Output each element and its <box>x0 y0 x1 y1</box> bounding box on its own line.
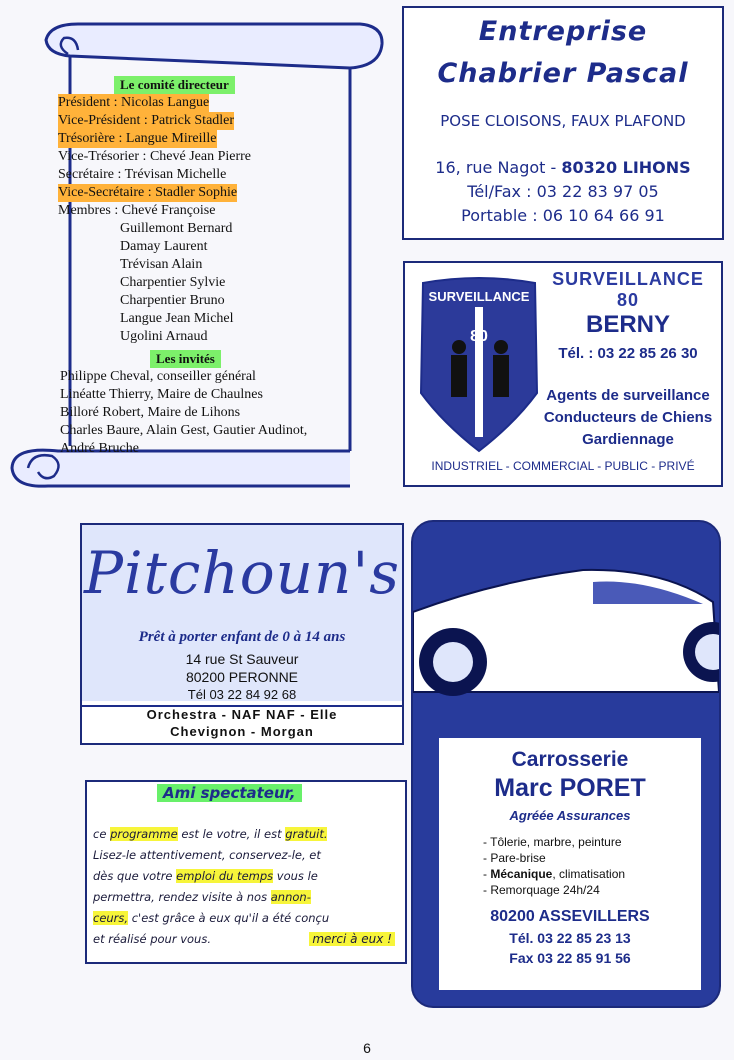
poret-services <box>483 834 625 898</box>
guest-line: André Bruche <box>60 441 139 456</box>
member-item: Damay Laurent <box>120 239 208 254</box>
poret-city: 80200 ASSEVILLERS <box>490 908 650 925</box>
service-item: - Remorquage 24h/24 <box>483 883 600 897</box>
guests-heading: Les invités <box>150 350 221 368</box>
ami-title: Ami spectateur, <box>157 784 302 802</box>
address-city: 80320 LIHONS <box>561 158 691 177</box>
member-item: Charpentier Sylvie <box>120 275 226 290</box>
vice-secretary-line: Vice-Secrétaire : Stadler Sophie <box>58 185 238 200</box>
treasurer-line: Trésorière : Langue Mireille <box>58 131 217 146</box>
ami-line: et réalisé pour vous. <box>93 932 211 946</box>
poret-fax: Fax 03 22 85 91 56 <box>509 950 631 966</box>
poret-subtitle: Agréée Assurances <box>509 808 631 823</box>
ami-line: Lisez-le attentivement, conservez-le, et <box>93 848 321 862</box>
guest-line: Philippe Cheval, conseiller général <box>60 369 256 384</box>
service-item: - Pare-brise <box>483 851 546 865</box>
text-run: vous le <box>273 869 318 883</box>
highlight-run: programme <box>110 827 178 841</box>
chabrier-address <box>404 158 722 177</box>
surveillance-sectors: INDUSTRIEL - COMMERCIAL - PUBLIC - PRIVÉ <box>431 459 695 473</box>
poret-ad <box>411 520 721 1008</box>
service-item <box>483 866 625 882</box>
member-item: Guillemont Bernard <box>120 221 233 236</box>
guest-line: Linéatte Thierry, Maire de Chaulnes <box>60 387 263 402</box>
surveillance-title: SURVEILLANCE 80 <box>552 269 704 310</box>
text-run: c'est grâce à eux qu'il a été conçu <box>128 911 330 925</box>
ami-spectateur-box <box>85 780 407 964</box>
member-item: Charpentier Bruno <box>120 293 225 308</box>
poret-title-1: Carrosserie <box>511 748 629 771</box>
chabrier-title-1: Entreprise <box>478 16 648 47</box>
surveillance-line-1: Agents de surveillance <box>546 387 710 404</box>
surveillance-ad <box>403 261 723 487</box>
pitchouns-city: 80200 PERONNE <box>185 669 299 685</box>
guest-line: Billoré Robert, Maire de Lihons <box>60 405 241 420</box>
member-item: Langue Jean Michel <box>120 311 234 326</box>
badge-text: SURVEILLANCE <box>428 289 530 304</box>
service-dash: - <box>483 867 491 881</box>
pitchouns-brands-1: Orchestra - NAF NAF - Elle <box>146 707 338 722</box>
highlight-run: annon- <box>270 890 311 904</box>
committee-heading: Le comité directeur <box>114 76 235 94</box>
chabrier-mobile: Portable : 06 10 64 66 91 <box>461 206 665 225</box>
vice-president-line: Vice-Président : Patrick Stadler <box>58 113 235 128</box>
car-illustration-icon <box>413 542 719 712</box>
poret-title-2: Marc PORET <box>494 774 646 802</box>
ami-line <box>93 824 399 845</box>
ami-line <box>93 887 399 908</box>
pitchouns-tagline: Prêt à porter enfant de 0 à 14 ans <box>138 629 346 645</box>
surveillance-line-3: Gardiennage <box>582 431 674 448</box>
text-run: ce <box>93 827 111 841</box>
pitchouns-street: 14 rue St Sauveur <box>185 651 299 667</box>
secretary-line: Secrétaire : Trévisan Michelle <box>58 167 227 182</box>
chabrier-service: POSE CLOISONS, FAUX PLAFOND <box>440 112 686 130</box>
ami-thanks: merci à eux ! <box>309 932 395 946</box>
pitchouns-logo: Pitchoun's <box>83 539 401 607</box>
poret-phone: Tél. 03 22 85 23 13 <box>509 930 631 946</box>
committee-scroll <box>8 16 388 494</box>
vice-treasurer-line: Vice-Trésorier : Chevé Jean Pierre <box>58 149 252 164</box>
guest-line: Charles Baure, Alain Gest, Gautier Audinot, <box>60 423 308 438</box>
text-run: dès que votre <box>93 869 177 883</box>
chabrier-ad <box>402 6 724 240</box>
service-item: - Tôlerie, marbre, peinture <box>483 835 622 849</box>
pitchouns-phone: Tél 03 22 84 92 68 <box>187 687 297 702</box>
president-line: Président : Nicolas Langue <box>58 95 210 110</box>
surveillance-phone: Tél. : 03 22 85 26 30 <box>558 345 698 362</box>
surveillance-city: BERNY <box>585 311 670 338</box>
members-line: Membres : Chevé Françoise <box>58 203 216 218</box>
text-run: est le votre, il est <box>177 827 286 841</box>
badge-number: 80 <box>470 328 488 345</box>
service-rest: , climatisation <box>552 867 626 881</box>
highlight-run: emploi du temps <box>176 869 274 883</box>
pitchouns-ad <box>80 523 404 745</box>
member-item: Trévisan Alain <box>120 257 203 272</box>
address-street: 16, rue Nagot - <box>435 158 562 177</box>
text-run: permettra, rendez visite à nos <box>93 890 271 904</box>
chabrier-title-2: Chabrier Pascal <box>437 58 689 89</box>
surveillance-badge-icon <box>415 273 543 453</box>
ami-line <box>93 866 399 887</box>
service-bold: Mécanique <box>490 867 553 881</box>
ami-line <box>93 908 399 929</box>
member-item: Ugolini Arnaud <box>120 329 208 344</box>
highlight-run: gratuit. <box>285 827 328 841</box>
highlight-run: ceurs, <box>93 911 129 925</box>
surveillance-line-2: Conducteurs de Chiens <box>543 409 713 426</box>
pitchouns-brands-2: Chevignon - Morgan <box>170 724 314 739</box>
chabrier-phone: Tél/Fax : 03 22 83 97 05 <box>467 182 659 201</box>
page-number: 6 <box>363 1040 371 1056</box>
